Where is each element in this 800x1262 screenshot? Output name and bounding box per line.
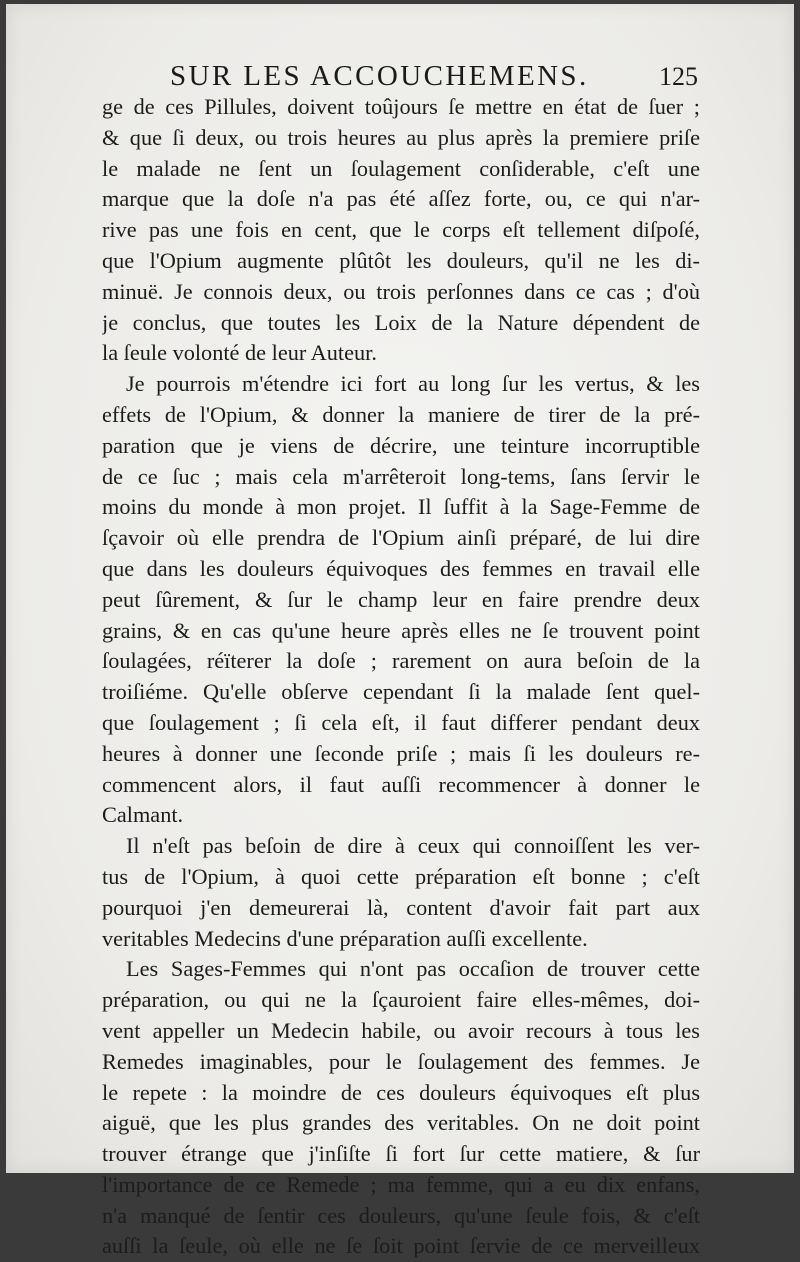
text-line: Remedes imaginables, pour le ſoulagement des femmes. Je <box>102 1048 700 1074</box>
text-line: Je pourrois m'étendre ici fort au long ſur les vertus, & les <box>126 371 700 397</box>
text-line: & que ſi deux, ou trois heures au plus après la premiere priſe <box>102 124 700 150</box>
text-line: ge de ces Pillules, doivent toûjours ſe mettre en état de ſuer ; <box>102 94 700 119</box>
text-line: grains, & en cas qu'une heure après elles ne ſe trouvent point <box>102 617 700 643</box>
text-line: Calmant. <box>102 802 184 828</box>
text-line: préparation, ou qui ne la ſçauroient faire elles-mêmes, doi- <box>102 987 700 1013</box>
text-line: effets de l'Opium, & donner la maniere de tirer de la pré- <box>102 401 700 427</box>
text-line: troiſiéme. Qu'elle obſerve cependant ſi la malade ſent quel- <box>102 679 700 705</box>
text-line: minuë. Je connois deux, ou trois perſonnes dans ce cas ; d'où <box>102 278 700 304</box>
text-line: ſoulagées, réïterer la doſe ; rarement on aura beſoin de la <box>102 648 700 674</box>
text-line: vent appeller un Medecin habile, ou avoir recours à tous les <box>102 1017 700 1043</box>
page-header <box>102 56 702 96</box>
text-line: marque que la doſe n'a pas été aſſez forte, ou, ce qui n'ar- <box>102 186 700 212</box>
paragraph <box>102 369 700 831</box>
text-line: auſſi la ſeule, où elle ne ſe ſoit point ſervie de ce merveilleux <box>102 1233 700 1259</box>
paragraph <box>102 92 700 369</box>
running-title: SUR LES ACCOUCHEMENS. <box>170 60 589 92</box>
text-line: peut ſûrement, & ſur le champ leur en faire prendre deux <box>102 586 700 612</box>
text-line: paration que je viens de décrire, une teinture incorruptible <box>102 432 700 458</box>
body-text <box>102 92 700 1262</box>
text-line: que dans les douleurs équivoques des femmes en travail elle <box>102 555 700 581</box>
page-number: 125 <box>659 62 698 91</box>
text-line: Les Sages-Femmes qui n'ont pas occaſion de trouver cette <box>126 956 700 982</box>
text-line: le repete : la moindre de ces douleurs équivoques eſt plus <box>102 1079 700 1105</box>
text-line: rive pas une fois en cent, que le corps eſt tellement diſpoſé, <box>102 217 700 243</box>
text-line: de ce ſuc ; mais cela m'arrêteroit long-tems, ſans ſervir le <box>102 463 700 489</box>
text-line: je conclus, que toutes les Loix de la Nature dépendent de <box>102 309 700 335</box>
text-line: que l'Opium augmente plûtôt les douleurs, qu'il ne les di- <box>102 247 700 273</box>
text-line: tus de l'Opium, à quoi cette préparation eſt bonne ; c'eſt <box>102 863 700 889</box>
paragraph <box>102 954 700 1262</box>
text-line: ſçavoir où elle prendra de l'Opium ainſi préparé, de lui dire <box>102 525 700 551</box>
text-line: commencent alors, il faut auſſi recommencer à donner le <box>102 771 700 797</box>
book-page <box>6 4 794 1259</box>
text-line: veritables Medecins d'une préparation auſſi excellente. <box>102 925 588 951</box>
text-line: pourquoi j'en demeurerai là, content d'avoir fait part aux <box>102 894 700 920</box>
paragraph <box>102 831 700 954</box>
text-line: aiguë, que les plus grandes des veritables. On ne doit point <box>102 1110 700 1136</box>
text-line: trouver étrange que j'inſiſte ſi fort ſur cette matiere, & ſur <box>102 1141 700 1167</box>
text-line: heures à donner une ſeconde priſe ; mais ſi les douleurs re- <box>102 740 700 766</box>
text-line: le malade ne ſent un ſoulagement conſiderable, c'eſt une <box>102 155 700 181</box>
text-line: n'a manqué de ſentir ces douleurs, qu'une ſeule fois, & c'eſt <box>102 1202 700 1228</box>
text-line: la ſeule volonté de leur Auteur. <box>102 340 377 366</box>
text-line: l'importance de ce Remede ; ma femme, qui a eu dix enfans, <box>102 1171 700 1197</box>
text-line: Il n'eſt pas beſoin de dire à ceux qui connoiſſent les ver- <box>126 833 700 859</box>
text-line: moins du monde à mon projet. Il ſuffit à la Sage-Femme de <box>102 494 700 520</box>
text-line: que ſoulagement ; ſi cela eſt, il faut differer pendant deux <box>102 709 700 735</box>
